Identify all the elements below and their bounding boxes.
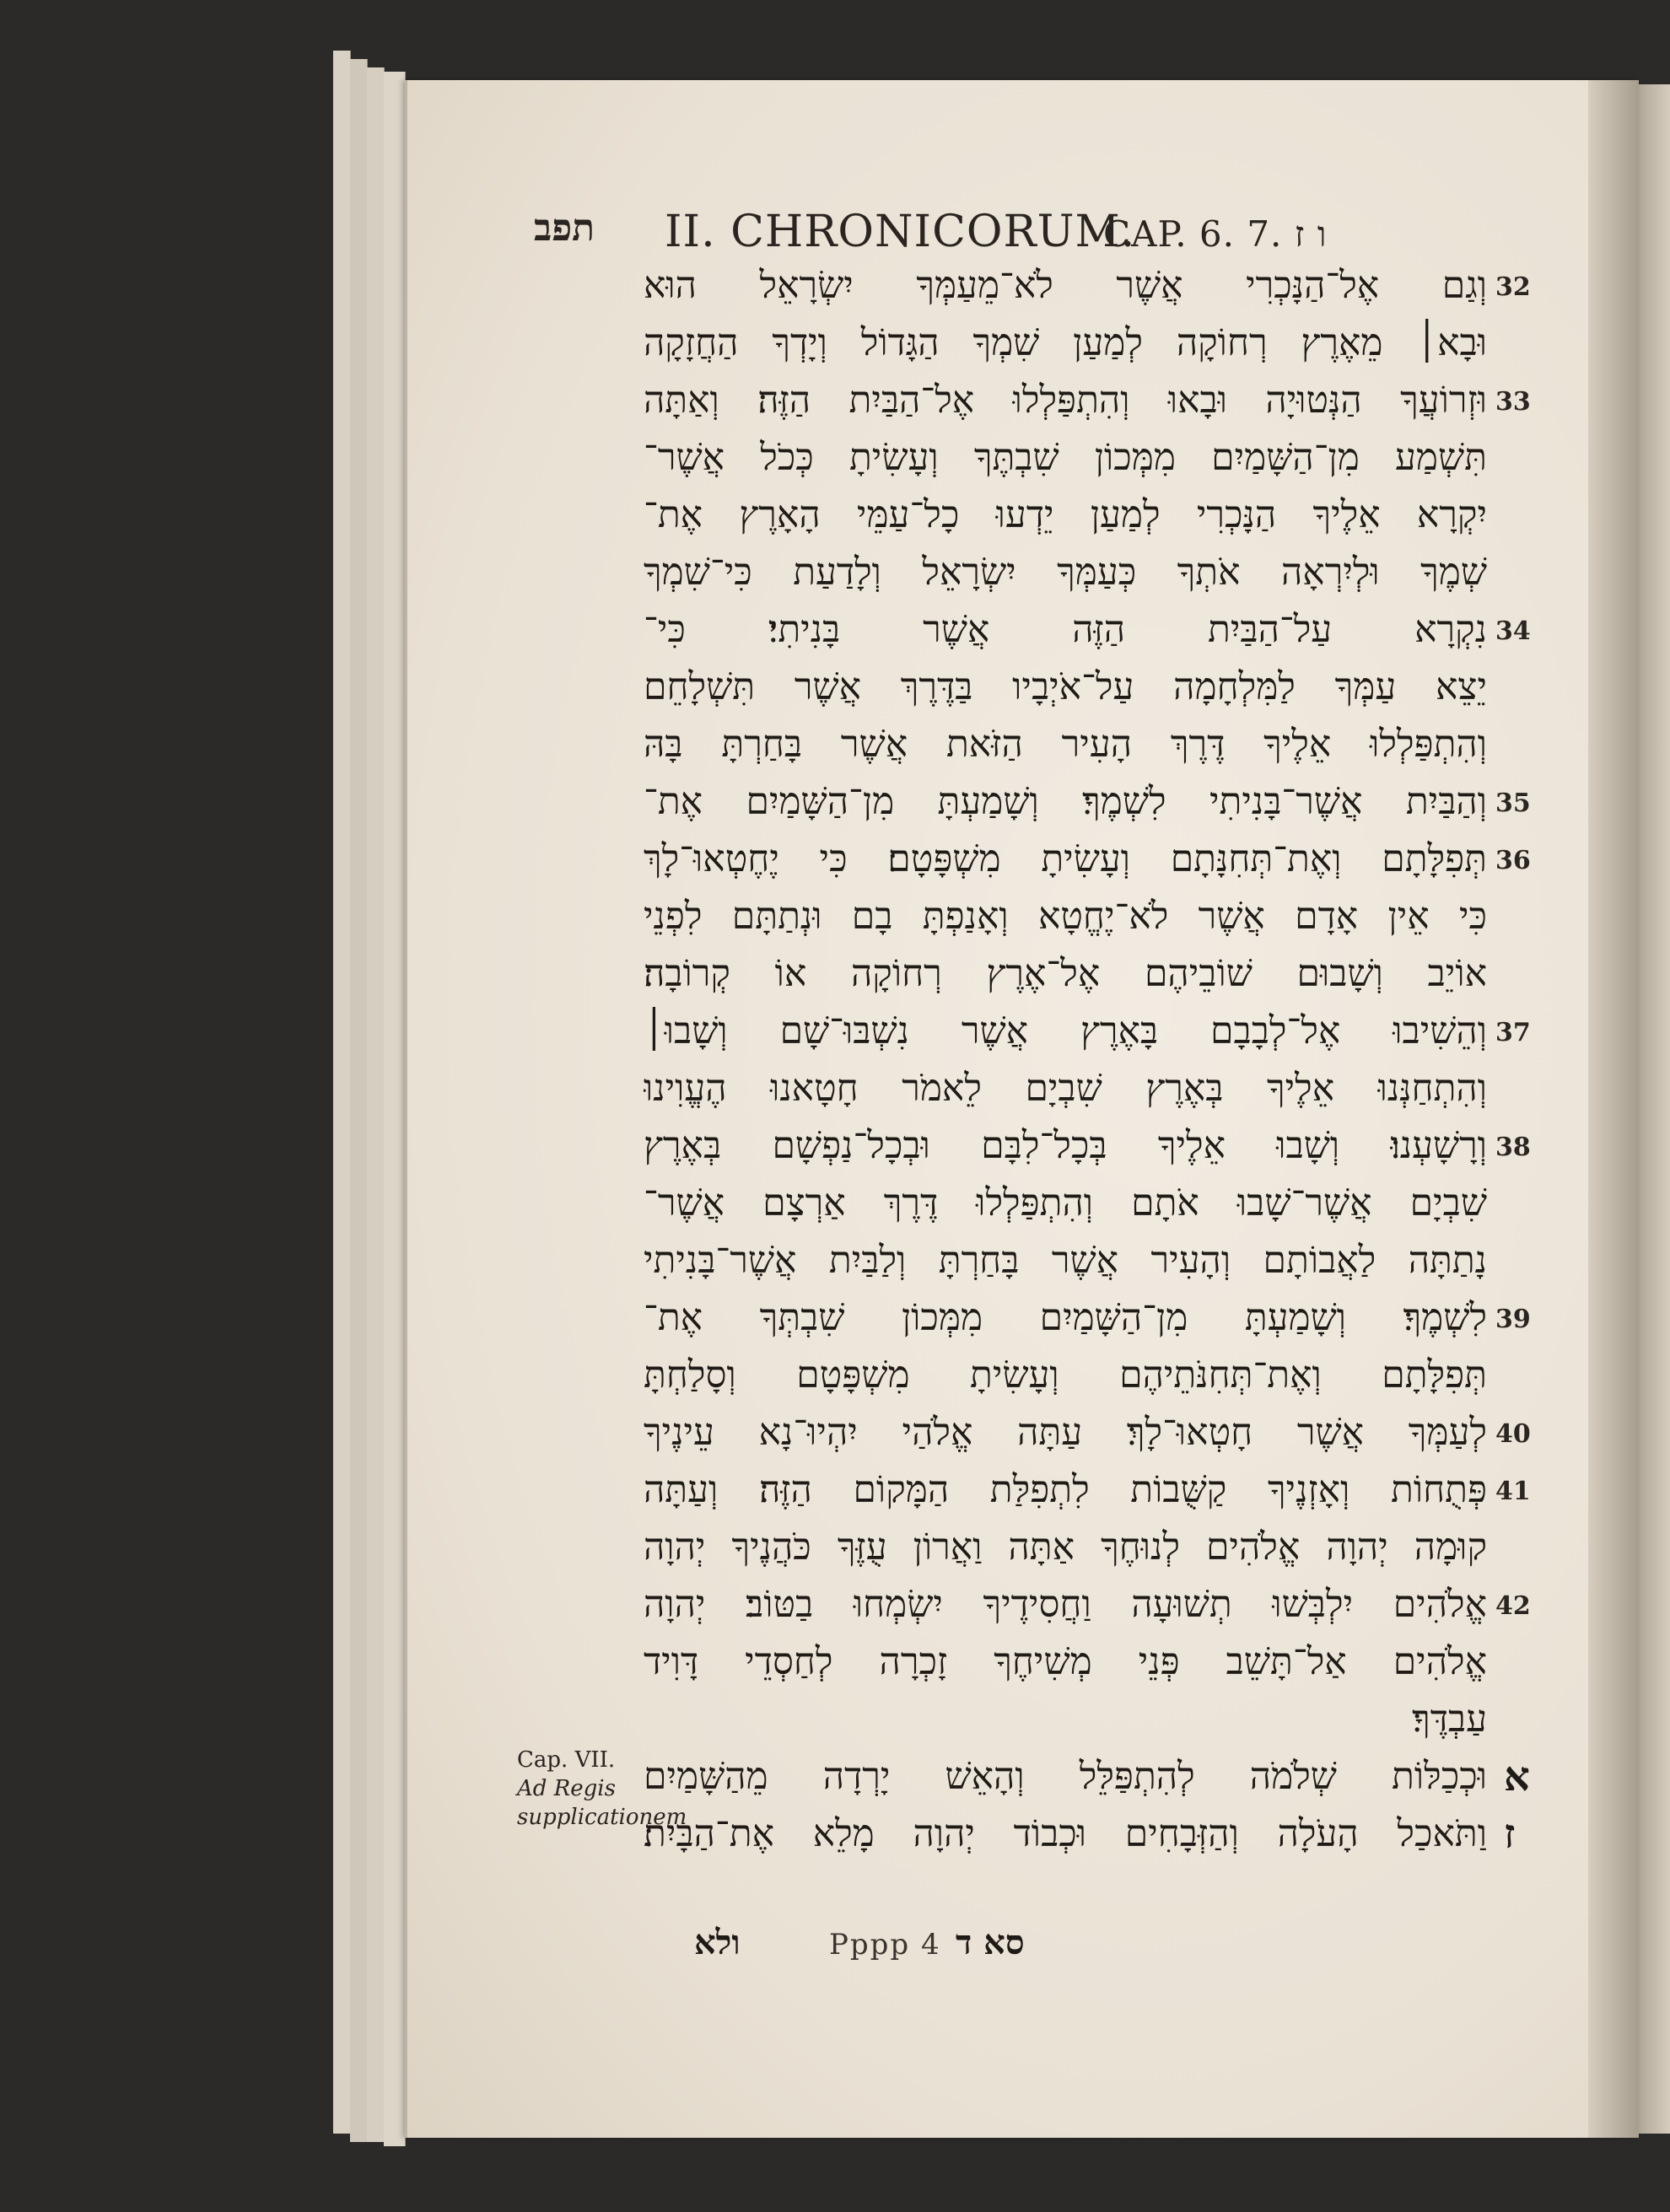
hebrew-line-text: עַבְדֶּךָ׃ <box>1412 1698 1487 1741</box>
hebrew-line-text: תְּפִלָּתָם וְאֶת־תְּחִנֹּתֵיהֶם וְעָשִׂיתָ מִשְׁפָּטָם וְסָלַחְתָּ <box>644 1354 1487 1397</box>
chapter-reference: CAP. 6. 7. ו ז <box>1103 213 1328 255</box>
text-line <box>644 1347 1487 1404</box>
text-line <box>644 601 1531 659</box>
hebrew-line-text: אֱלֹהִים יִלְבְּשׁוּ תְשׁוּעָה וַחֲסִידֶיךָ יִשְׂמְחוּ בַטּוֹב׃ יְהוָה <box>644 1583 1487 1626</box>
text-line <box>644 1117 1531 1175</box>
hebrew-line-text: כִּי אֵין אָדָם אֲשֶׁר לֹא־יֶחֱטָא וְאָנַפְתָּ בָם וּנְתַתָּם לִפְנֵי <box>644 895 1487 938</box>
hebrew-line-text: וְהַבַּיִת אֲשֶׁר־בָּנִיתִי לִשְׁמֶךָ׃ וְשָׁמַעְתָּ מִן־הַשָּׁמַיִם אֶת־ <box>644 780 1487 823</box>
hebrew-line-text: אֱלֹהִים אַל־תָּשֵׁב פְּנֵי מְשִׁיחֶךָ זָכְרָה לְחַסְדֵי דָּוִיד <box>644 1640 1487 1683</box>
text-line <box>644 372 1531 429</box>
text-line <box>644 487 1487 544</box>
hebrew-line-text: וְהִתְפַּלְלוּ אֵלֶיךָ דֶּרֶךְ הָעִיר הַזֹּאת אֲשֶׁר בָּחַרְתָּ בָּהּ <box>644 723 1487 766</box>
page-gutter <box>1588 80 1639 2138</box>
hebrew-line-text: וְהֵשִׁיבוּ אֶל־לְבָבָם בָּאֶרֶץ אֲשֶׁר נִשְׁבּוּ־שָׁם וְשָׁבוּ׀ <box>644 1009 1487 1052</box>
text-line <box>644 257 1531 315</box>
text-line <box>644 888 1487 945</box>
hebrew-line-text: אוֹיֵב וְשָׁבוּם שׁוֹבֵיהֶם אֶל־אֶרֶץ רְחוֹקָה אוֹ קְרוֹבָה׃ <box>644 952 1487 995</box>
hebrew-line-text: שְׁמֶךָ וּלְיִרְאָה אֹתְךָ כְּעַמְּךָ יִשְׂרָאֵל וְלָדַעַת כִּי־שִׁמְךָ <box>644 551 1487 594</box>
hebrew-line-text: יֵצֵא עַמְּךָ לַמִּלְחָמָה עַל־אֹיְבָיו בַּדֶּרֶךְ אֲשֶׁר תִּשְׁלָחֵם <box>644 665 1487 708</box>
hebrew-line-text: וַתֹּאכַל הָעֹלָה וְהַזְּבָחִים וּכְבוֹד יְהוָה מָלֵא אֶת־הַבָּיִת׃ <box>644 1812 1487 1855</box>
hebrew-line-text: וּזְרוֹעֲךָ הַנְּטוּיָה וּבָאוּ וְהִתְפַּלְלוּ אֶל־הַבַּיִת הַזֶּה׃ וְאַתָּה <box>644 379 1487 422</box>
page-footer <box>407 1923 1639 1973</box>
text-line <box>644 315 1487 372</box>
page-number: תפב <box>534 207 595 250</box>
page-stack-edge <box>333 51 351 2134</box>
hebrew-line-text: קוּמָה יְהוָה אֱלֹהִים לְנוּחֶךָ אַתָּה וַאֲרוֹן עֻזֶּךָ כֹּהֲנֶיךָ יְהוָה <box>644 1526 1487 1569</box>
chapter-marker: א ז <box>1504 1753 1530 1858</box>
margin-note-summary: Ad Regis supplicationem <box>517 1776 687 1830</box>
page-stack-edge <box>350 59 368 2142</box>
text-line <box>644 1633 1487 1691</box>
text-line <box>644 659 1487 716</box>
text-line <box>644 716 1487 773</box>
text-line <box>644 1003 1531 1060</box>
hebrew-line-text: תְּפִלָּתָם וְאֶת־תְּחִנָּתָם וְעָשִׂיתָ מִשְׁפָּטָם׃ כִּי יֶחֶטְאוּ־לָךְ <box>644 837 1487 880</box>
verse-number: 35 <box>1495 788 1531 818</box>
text-line <box>644 945 1487 1003</box>
hebrew-line-text: וְהִתְחַנְּנוּ אֵלֶיךָ בְּאֶרֶץ שִׁבְיָם לֵאמֹר חָטָאנוּ הֶעֱוִינוּ <box>644 1067 1487 1110</box>
hebrew-line-text: פְּתֻחוֹת וְאָזְנֶיךָ קַשֻּׁבוֹת לִתְפִלַּת הַמָּקוֹם הַזֶּה׃ וְעַתָּה <box>644 1468 1487 1511</box>
text-line <box>644 1519 1487 1576</box>
verse-number: 38 <box>1495 1133 1531 1162</box>
text-line <box>644 544 1487 601</box>
text-line <box>644 1232 1487 1289</box>
text-line <box>644 1175 1487 1232</box>
hebrew-line-text: לְעַמְּךָ אֲשֶׁר חָטְאוּ־לָךְ׃ עַתָּה אֱלֹהַי יִהְיוּ־נָא עֵינֶיךָ <box>644 1411 1487 1454</box>
verse-number: 36 <box>1495 846 1531 875</box>
text-line <box>644 1404 1531 1461</box>
text-line <box>644 773 1531 831</box>
verse-number: 34 <box>1495 616 1531 646</box>
catchword: ולא <box>694 1923 741 1962</box>
verse-number: 42 <box>1495 1591 1531 1621</box>
text-line <box>644 1461 1531 1519</box>
text-line <box>644 1576 1531 1633</box>
signature-mark-hebrew: סא ד <box>956 1923 1025 1962</box>
text-line <box>644 1806 1487 1863</box>
verse-number: 39 <box>1495 1305 1531 1334</box>
hebrew-line-text: לִשְׁמֶךָ׃ וְשָׁמַעְתָּ מִן־הַשָּׁמַיִם מִמְּכוֹן שִׁבְתְּךָ אֶת־ <box>644 1296 1487 1339</box>
verse-number: 33 <box>1495 387 1531 417</box>
hebrew-line-text: וּכְכַלּוֹת שְׁלֹמֹה לְהִתְפַּלֵּל וְהָאֵשׁ יָרְדָה מֵהַשָּׁמַיִם <box>644 1755 1487 1798</box>
verse-number: 32 <box>1495 272 1531 302</box>
page-stack-edge <box>384 72 406 2146</box>
book-page <box>405 80 1639 2138</box>
hebrew-line-text: וְרָשָׁעְנוּ׃ וְשָׁבוּ אֵלֶיךָ בְּכָל־לִבָּם וּבְכָל־נַפְשָׁם בְּאֶרֶץ <box>644 1124 1487 1167</box>
book-title: II. CHRONICORUM. <box>665 207 1136 257</box>
text-line <box>644 429 1487 487</box>
hebrew-line-text: וּבָא׀ מֵאֶרֶץ רְחוֹקָה לְמַעַן שִׁמְךָ הַגָּדוֹל וְיָדְךָ הַחֲזָקָה <box>644 321 1487 364</box>
verse-number: 41 <box>1495 1477 1531 1506</box>
verse-number: 40 <box>1495 1419 1531 1449</box>
hebrew-line-text: תִּשְׁמַע מִן־הַשָּׁמַיִם מִמְּכוֹן שִׁבְתֶּךָ וְעָשִׂיתָ כְּכֹל אֲשֶׁר־ <box>644 436 1487 479</box>
margin-note-chapter: Cap. VII. <box>517 1747 616 1773</box>
text-line <box>644 1289 1531 1347</box>
hebrew-line-text: יִקְרָא אֵלֶיךָ הַנָּכְרִי לְמַעַן יֵדְעוּ כָל־עַמֵּי הָאָרֶץ אֶת־ <box>644 493 1487 536</box>
verse-number: 37 <box>1495 1018 1531 1047</box>
text-line <box>644 1691 1487 1748</box>
hebrew-line-text: נָתַתָּה לַאֲבוֹתָם וְהָעִיר אֲשֶׁר בָּחַרְתָּ וְלַבַּיִת אֲשֶׁר־בָּנִיתִי <box>644 1239 1487 1282</box>
text-line <box>644 1060 1487 1117</box>
page-stack-edge <box>367 67 385 2142</box>
signature-mark: Pppp 4 <box>829 1928 941 1962</box>
margin-note <box>517 1746 687 1832</box>
text-line <box>644 831 1531 888</box>
hebrew-line-text: שִׁבְיָם אֲשֶׁר־שָׁבוּ אֹתָם וְהִתְפַּלְלוּ דֶּרֶךְ אַרְצָם אֲשֶׁר־ <box>644 1181 1487 1224</box>
hebrew-line-text: נִקְרָא עַל־הַבַּיִת הַזֶּה אֲשֶׁר בָּנִיתִי׃ כִּי־ <box>644 608 1487 651</box>
hebrew-line-text: וְגַם אֶל־הַנָּכְרִי אֲשֶׁר לֹא־מֵעַמְּךָ יִשְׂרָאֵל הוּא <box>644 264 1487 307</box>
hebrew-text-block <box>644 257 1531 1863</box>
